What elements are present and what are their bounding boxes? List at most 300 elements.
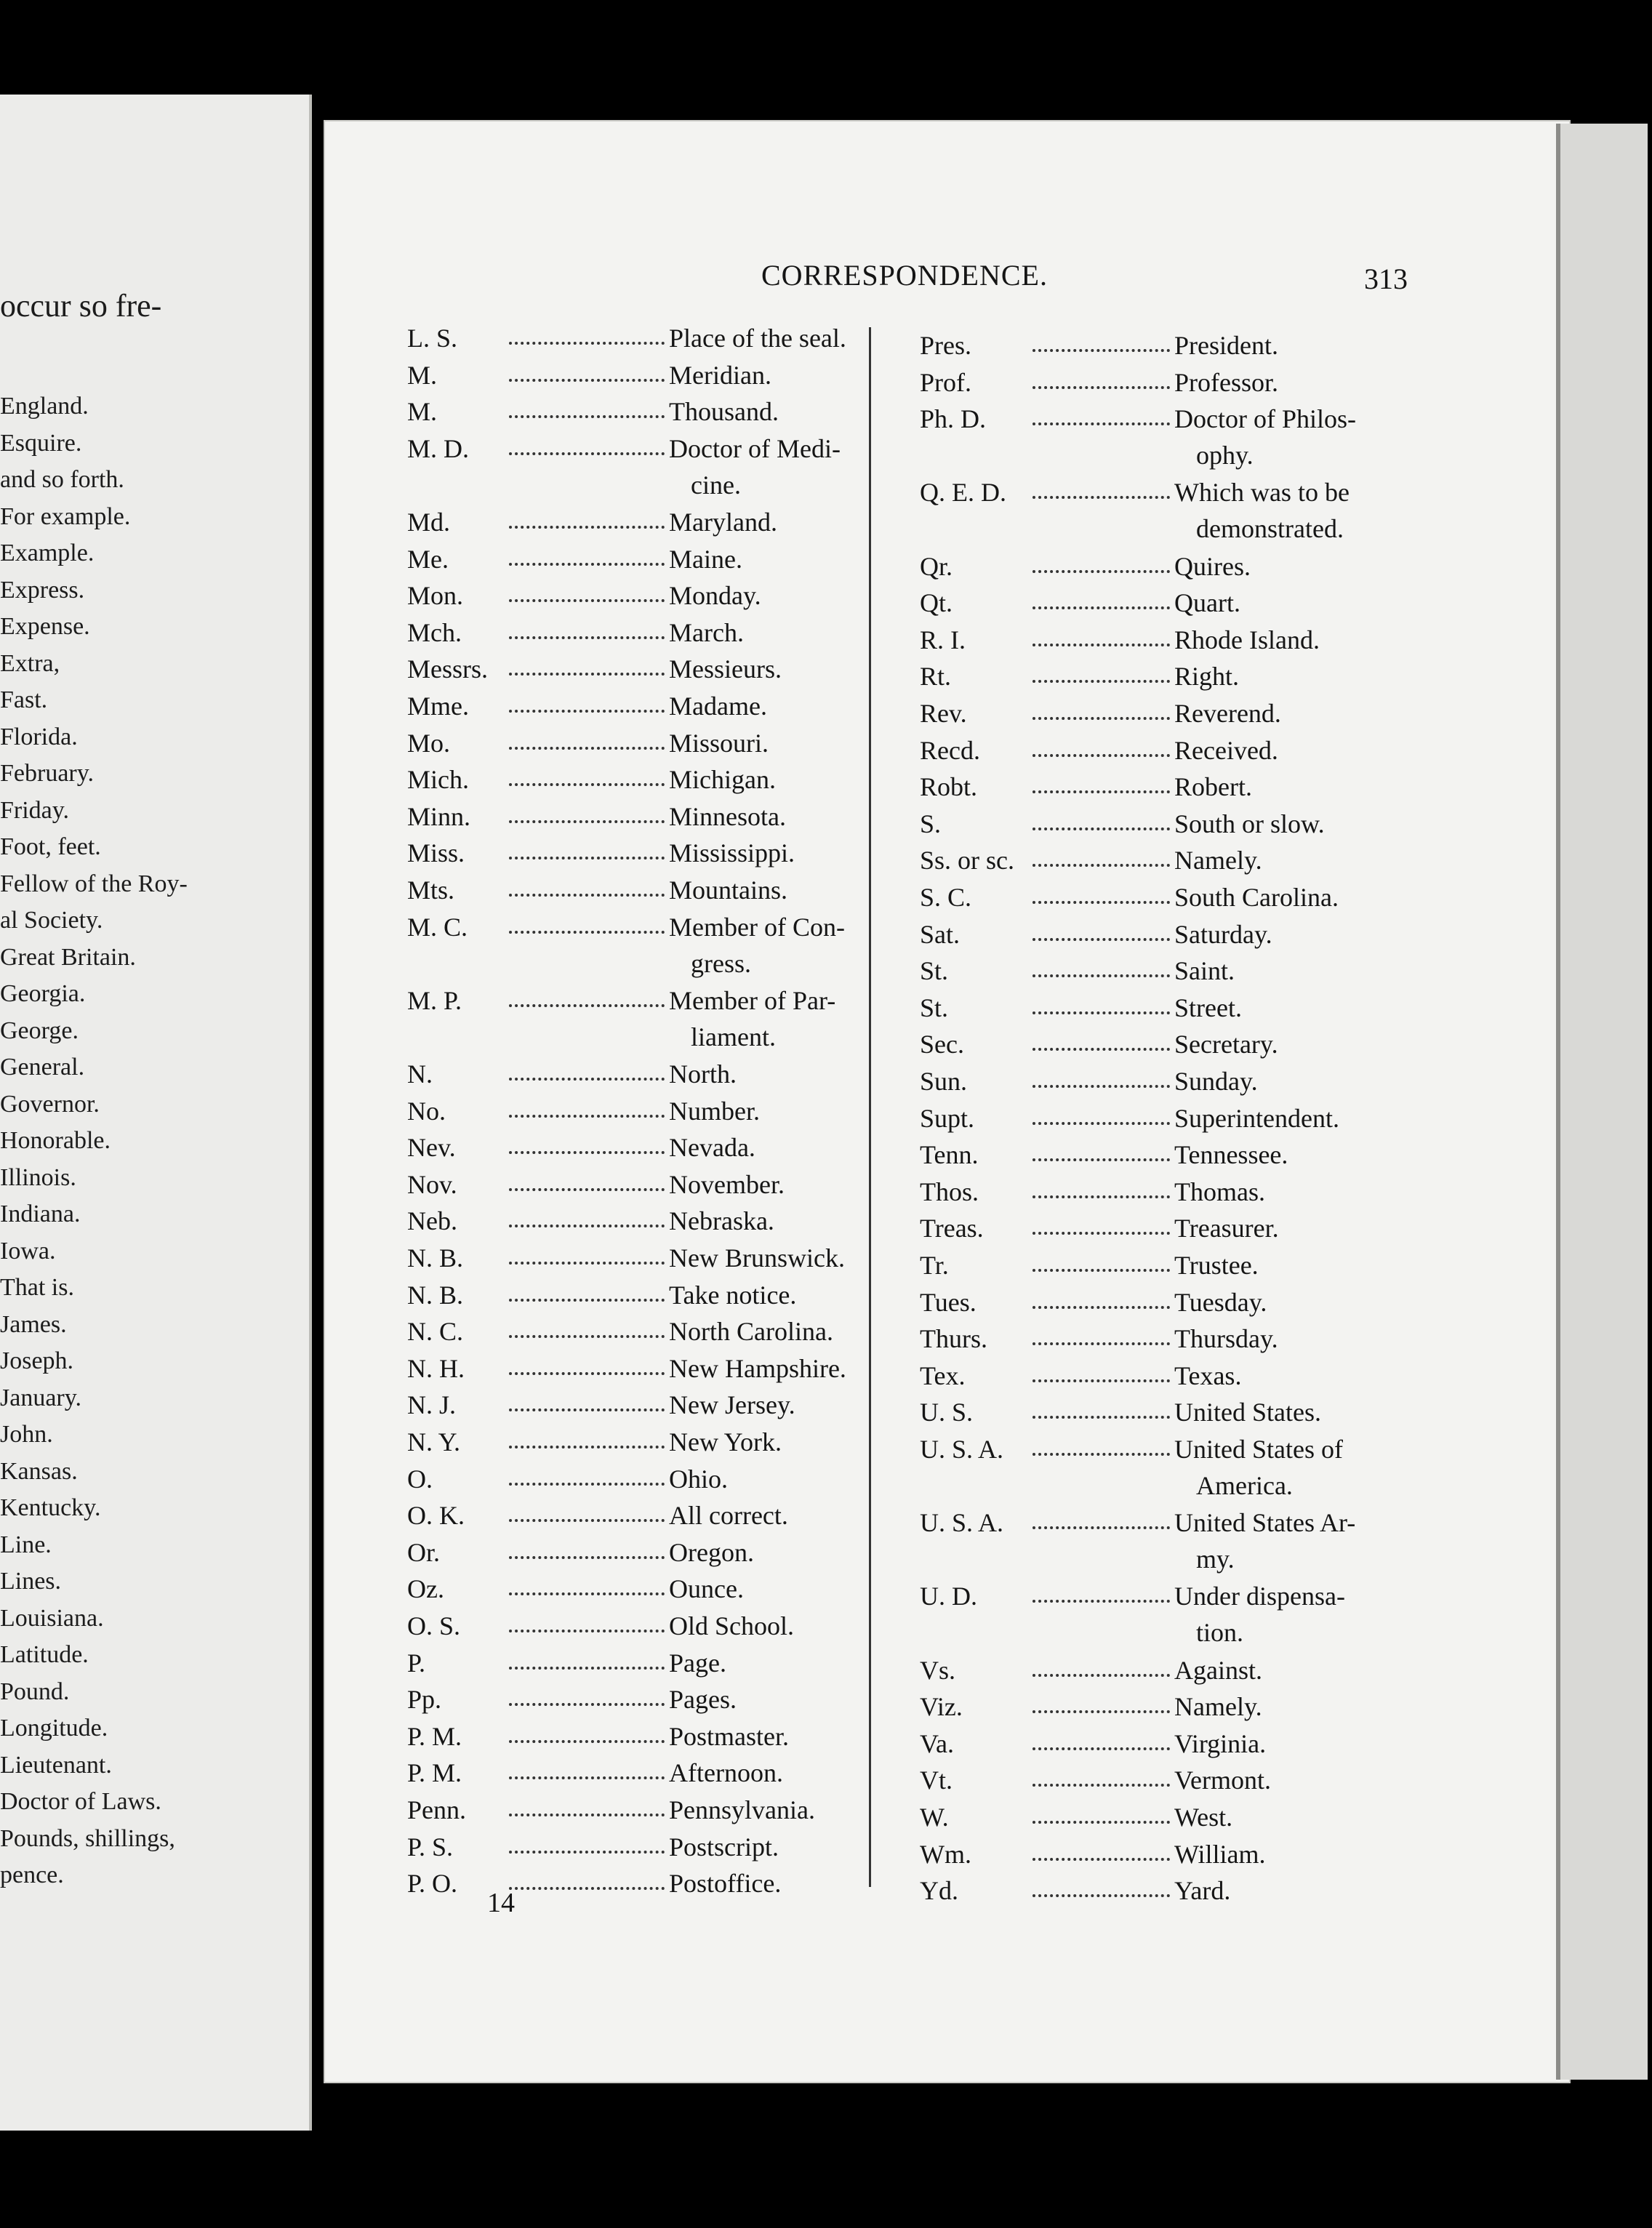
abbreviation-entry — [407, 1571, 902, 1608]
leader-dots — [509, 747, 665, 750]
abbreviation-meaning: Oregon. — [669, 1537, 754, 1567]
abbreviation-meaning: Thursday. — [1174, 1324, 1278, 1354]
leader-dots — [509, 1814, 665, 1816]
abbreviation-entry — [407, 1424, 902, 1461]
abbreviation-entry — [920, 1358, 1407, 1395]
leader-dots — [1032, 1674, 1170, 1677]
left-page-text-line: Fast. — [0, 686, 48, 713]
left-page-text-line: occur so fre- — [0, 288, 162, 324]
abbreviation: Sec. — [920, 1030, 964, 1059]
abbreviation-entry — [920, 1578, 1407, 1651]
abbreviation-meaning-continued: tion. — [1196, 1618, 1244, 1648]
abbreviation: Sun. — [920, 1067, 968, 1096]
abbreviation-entry — [920, 401, 1407, 474]
leader-dots — [509, 1078, 665, 1081]
abbreviation: Supt. — [920, 1103, 975, 1133]
abbreviation-entry — [920, 1726, 1407, 1763]
abbreviation: M. C. — [407, 912, 468, 942]
abbreviation: Mo. — [407, 728, 451, 758]
abbreviation-meaning: Doctor of Philos- — [1174, 404, 1356, 434]
abbreviation: M. — [407, 397, 438, 427]
leader-dots — [509, 415, 665, 418]
abbreviation-entry — [407, 1645, 902, 1682]
abbreviation-meaning: Yard. — [1174, 1876, 1231, 1906]
left-page-text-line: Governor. — [0, 1090, 100, 1118]
abbreviation-entry — [920, 1137, 1407, 1174]
abbreviation: Mch. — [407, 617, 462, 647]
leader-dots — [509, 452, 665, 455]
abbreviation: P. M. — [407, 1758, 462, 1788]
abbreviation-meaning: South or slow. — [1174, 809, 1325, 838]
abbreviation-meaning-continued: my. — [1196, 1544, 1235, 1574]
abbreviation-meaning: New York. — [669, 1427, 782, 1456]
abbreviation: N. — [407, 1059, 433, 1089]
page-number: 313 — [1364, 263, 1408, 295]
abbreviation-entry — [920, 1174, 1407, 1211]
abbreviation: Robt. — [920, 772, 978, 802]
abbreviation-entry — [407, 1350, 902, 1387]
leader-dots — [1032, 901, 1170, 904]
abbreviation-meaning: Missouri. — [669, 728, 769, 758]
leader-dots — [1032, 1122, 1170, 1125]
abbreviation-entry — [407, 1129, 902, 1166]
abbreviation: Penn. — [407, 1795, 466, 1824]
abbreviation-entry — [407, 1792, 902, 1829]
abbreviation-meaning-continued: demonstrated. — [1196, 514, 1344, 544]
left-page-text-line: England. — [0, 393, 89, 420]
left-page-text-line: George. — [0, 1017, 79, 1044]
left-page-text-line: pence. — [0, 1862, 64, 1888]
left-page-text-line: Friday. — [0, 796, 70, 824]
abbreviation-entry — [407, 1608, 902, 1645]
leader-dots — [1032, 1416, 1170, 1419]
abbreviation-meaning: United States. — [1174, 1398, 1321, 1427]
abbreviation-entry — [920, 1872, 1407, 1910]
abbreviation: Neb. — [407, 1206, 457, 1236]
abbreviation-entry — [407, 1313, 902, 1350]
abbreviation: U. D. — [920, 1582, 977, 1611]
left-page-text-line: James. — [0, 1310, 67, 1338]
leader-dots — [1032, 680, 1170, 683]
leader-dots — [509, 931, 665, 934]
abbreviation: Treas. — [920, 1214, 984, 1243]
abbreviation: Rev. — [920, 699, 967, 728]
leader-dots — [1032, 1710, 1170, 1713]
left-page-text-line: Lieutenant. — [0, 1751, 112, 1779]
leader-dots — [509, 1667, 665, 1670]
abbreviation: M. P. — [407, 985, 462, 1015]
abbreviation-entry — [920, 732, 1407, 769]
abbreviation: U. S. — [920, 1398, 974, 1427]
abbreviation-meaning: South Carolina. — [1174, 883, 1339, 912]
leader-dots — [509, 379, 665, 382]
leader-dots — [509, 1446, 665, 1448]
abbreviation-meaning: Nebraska. — [669, 1206, 774, 1236]
abbreviation-meaning: Old School. — [669, 1611, 795, 1640]
abbreviation: Prof. — [920, 367, 971, 397]
abbreviation: St. — [920, 956, 949, 986]
abbreviation: P. M. — [407, 1721, 462, 1751]
abbreviation-meaning: March. — [669, 617, 744, 647]
abbreviation: O. S. — [407, 1611, 461, 1640]
left-page-text-line: Honorable. — [0, 1127, 111, 1154]
abbreviation: Recd. — [920, 735, 980, 765]
left-page-text-line: and so forth. — [0, 466, 124, 493]
abbreviation-meaning: Page. — [669, 1648, 726, 1678]
abbreviation-entry — [407, 1755, 902, 1792]
leader-dots — [1032, 717, 1170, 720]
abbreviation-meaning: President. — [1174, 331, 1278, 360]
leader-dots — [1032, 1085, 1170, 1088]
abbreviation-entry — [920, 916, 1407, 953]
leader-dots — [1032, 938, 1170, 941]
abbreviation-meaning: Rhode Island. — [1174, 625, 1320, 654]
left-page-text-line: Fellow of the Roy- — [0, 870, 188, 897]
leader-dots — [1032, 790, 1170, 793]
left-page-text-line: Georgia. — [0, 980, 86, 1007]
left-page-text-line: Indiana. — [0, 1201, 81, 1227]
leader-dots — [509, 1887, 665, 1890]
abbreviation: N. C. — [407, 1317, 464, 1347]
abbreviation-meaning-continued: liament. — [691, 1022, 776, 1051]
abbreviation-entry — [920, 695, 1407, 732]
abbreviation: Q. E. D. — [920, 478, 1006, 508]
left-page-text-line: For example. — [0, 502, 131, 530]
abbreviation: Yd. — [920, 1876, 958, 1906]
abbreviation: Rt. — [920, 662, 952, 692]
page-edge-stack — [1556, 124, 1648, 2080]
leader-dots — [509, 1335, 665, 1338]
abbreviation: Tenn. — [920, 1140, 979, 1170]
abbreviation-meaning: William. — [1174, 1839, 1266, 1869]
left-page-text-line: Longitude. — [0, 1715, 108, 1742]
abbreviation-entry — [407, 1387, 902, 1424]
abbreviation-meaning: New Hampshire. — [669, 1353, 846, 1383]
left-page-fragment — [0, 95, 312, 2131]
abbreviation: S. C. — [920, 883, 972, 912]
abbreviation-meaning: Mountains. — [669, 875, 788, 905]
abbreviation: Qr. — [920, 551, 953, 581]
abbreviation-entry — [407, 651, 902, 688]
left-page-text-line: John. — [0, 1421, 53, 1448]
abbreviation-meaning: Minnesota. — [669, 801, 786, 831]
leader-dots — [1032, 1048, 1170, 1051]
leader-dots — [1032, 1894, 1170, 1897]
abbreviation-entry — [407, 1277, 902, 1314]
abbreviation-entry — [920, 658, 1407, 695]
left-page-text-line: Illinois. — [0, 1163, 76, 1191]
leader-dots — [509, 599, 665, 602]
abbreviation-meaning: Postscript. — [669, 1832, 779, 1862]
leader-dots — [509, 1262, 665, 1265]
abbreviation-entry — [407, 798, 902, 836]
abbreviation: Viz. — [920, 1692, 963, 1722]
abbreviation-entry — [407, 1461, 902, 1498]
abbreviation-meaning: Quires. — [1174, 551, 1251, 581]
left-page-text-line: Lines. — [0, 1568, 62, 1595]
leader-dots — [509, 1004, 665, 1007]
leader-dots — [1032, 1269, 1170, 1272]
abbreviation-meaning: Received. — [1174, 735, 1278, 765]
abbreviation-meaning: Saint. — [1174, 956, 1235, 986]
abbreviation-meaning: Which was to be — [1174, 478, 1350, 508]
abbreviation-entry — [407, 430, 902, 504]
abbreviation-meaning: New Jersey. — [669, 1390, 795, 1420]
abbreviation-entry — [407, 393, 902, 430]
abbreviation: Va. — [920, 1728, 954, 1758]
abbreviation-meaning: Professor. — [1174, 367, 1278, 397]
abbreviation-meaning: Member of Con- — [669, 912, 845, 942]
left-page-text-line: Joseph. — [0, 1347, 74, 1374]
abbreviation-meaning: Postmaster. — [669, 1721, 790, 1751]
leader-dots — [509, 1483, 665, 1486]
abbreviation-meaning: Vermont. — [1174, 1766, 1271, 1795]
abbreviation-entry — [407, 577, 902, 614]
abbreviation-meaning: Afternoon. — [669, 1758, 783, 1788]
abbreviation-meaning: West. — [1174, 1803, 1233, 1832]
leader-dots — [509, 636, 665, 639]
abbreviation: Mme. — [407, 692, 469, 721]
abbreviation: Messrs. — [407, 654, 489, 684]
abbreviation: U. S. A. — [920, 1435, 1004, 1464]
left-page-text-line: February. — [0, 760, 95, 787]
abbreviation: N. J. — [407, 1390, 457, 1420]
abbreviation: Pp. — [407, 1685, 442, 1715]
abbreviation-entry — [920, 1026, 1407, 1063]
abbreviation-meaning: Right. — [1174, 662, 1240, 692]
abbreviation-meaning: Number. — [669, 1096, 760, 1126]
abbreviation-entry — [920, 1321, 1407, 1358]
abbreviation-entry — [407, 982, 902, 1056]
abbreviation-meaning: Trustee. — [1174, 1251, 1259, 1280]
leader-dots — [509, 1592, 665, 1595]
abbreviation-entry — [407, 909, 902, 982]
leader-dots — [509, 783, 665, 786]
abbreviation-entry — [920, 585, 1407, 622]
leader-dots — [509, 820, 665, 823]
leader-dots — [1032, 1821, 1170, 1824]
abbreviation-entry — [920, 364, 1407, 401]
abbreviation-entry — [920, 806, 1407, 843]
abbreviation-meaning: Mississippi. — [669, 838, 795, 868]
abbreviation-meaning: November. — [669, 1169, 785, 1199]
abbreviation-meaning: Postoffice. — [669, 1869, 782, 1899]
abbreviation-meaning: Messieurs. — [669, 654, 782, 684]
abbreviation-meaning: Member of Par- — [669, 985, 836, 1015]
abbreviation: Thos. — [920, 1177, 979, 1206]
abbreviation-meaning: Thomas. — [1174, 1177, 1265, 1206]
left-page-text-line: General. — [0, 1054, 85, 1081]
abbreviation-entry — [407, 688, 902, 725]
abbreviation-entry — [920, 842, 1407, 879]
abbreviation-meaning: Monday. — [669, 581, 761, 611]
abbreviation: Or. — [407, 1537, 440, 1567]
leader-dots — [509, 1630, 665, 1632]
left-page-text-line: Pound. — [0, 1678, 70, 1705]
leader-dots — [1032, 1342, 1170, 1345]
left-page-text-line: Florida. — [0, 723, 78, 750]
abbreviation-meaning: Reverend. — [1174, 699, 1281, 728]
abbreviation-entry — [407, 1829, 902, 1866]
abbreviation: No. — [407, 1096, 446, 1126]
abbreviation-meaning: Tennessee. — [1174, 1140, 1288, 1170]
abbreviation-meaning: Pennsylvania. — [669, 1795, 815, 1824]
abbreviation-entry — [920, 1063, 1407, 1100]
abbreviation-entry — [920, 1836, 1407, 1873]
abbreviation-meaning: Ounce. — [669, 1574, 744, 1604]
leader-dots — [1032, 1011, 1170, 1014]
leader-dots — [1032, 1526, 1170, 1529]
abbreviation-meaning: Take notice. — [669, 1280, 797, 1310]
leader-dots — [509, 1188, 665, 1191]
abbreviation-meaning: Pages. — [669, 1685, 737, 1715]
left-page-text-line: Kentucky. — [0, 1494, 101, 1521]
abbreviation: Tues. — [920, 1287, 977, 1317]
abbreviation: Oz. — [407, 1574, 444, 1604]
abbreviation-meaning: Saturday. — [1174, 919, 1272, 949]
abbreviation: R. I. — [920, 625, 966, 654]
abbreviation-meaning-continued: America. — [1196, 1471, 1293, 1500]
abbreviation-entry — [407, 320, 902, 357]
leader-dots — [509, 342, 665, 345]
leader-dots — [509, 1115, 665, 1118]
abbreviation-meaning: Virginia. — [1174, 1728, 1267, 1758]
abbreviation: N. B. — [407, 1280, 464, 1310]
abbreviation-meaning: Doctor of Medi- — [669, 433, 841, 463]
abbreviation-meaning: Place of the seal. — [669, 324, 846, 353]
leader-dots — [1032, 386, 1170, 389]
left-page-text-line: Pounds, shillings, — [0, 1824, 175, 1852]
abbreviation-entry — [407, 872, 902, 909]
abbreviation-meaning: Tuesday. — [1174, 1287, 1267, 1317]
abbreviation: P. O. — [407, 1869, 458, 1899]
leader-dots — [509, 563, 665, 566]
left-page-text-line: Example. — [0, 540, 95, 566]
abbreviation-meaning: Michigan. — [669, 765, 776, 795]
leader-dots — [1032, 1379, 1170, 1382]
leader-dots — [1032, 570, 1170, 573]
leader-dots — [1032, 974, 1170, 977]
abbreviation-meaning: All correct. — [669, 1501, 788, 1531]
abbreviation-meaning: North. — [669, 1059, 737, 1089]
abbreviation: N. B. — [407, 1243, 464, 1273]
abbreviation: U. S. A. — [920, 1508, 1004, 1538]
abbreviation-meaning-continued: cine. — [691, 470, 741, 500]
abbreviation-meaning: United States Ar- — [1174, 1508, 1356, 1538]
leader-dots — [1032, 1232, 1170, 1235]
left-page-text-line: Great Britain. — [0, 943, 136, 971]
abbreviation: Mts. — [407, 875, 455, 905]
abbreviation-entry — [920, 1284, 1407, 1321]
abbreviation-meaning: Namely. — [1174, 1692, 1262, 1722]
abbreviation-entry — [407, 761, 902, 798]
abbreviation-entry — [920, 1688, 1407, 1726]
leader-dots — [1032, 1858, 1170, 1861]
leader-dots — [509, 1225, 665, 1227]
abbreviation-entry — [407, 1865, 902, 1902]
abbreviation: Minn. — [407, 801, 471, 831]
leader-dots — [509, 526, 665, 529]
abbreviation-entry — [920, 1652, 1407, 1689]
abbreviation-meaning: United States of — [1174, 1435, 1343, 1464]
abbreviation-entry — [920, 953, 1407, 990]
leader-dots — [509, 1299, 665, 1302]
abbreviation-entry — [407, 1203, 902, 1240]
left-page-text-line: Esquire. — [0, 429, 82, 457]
leader-dots — [1032, 1784, 1170, 1787]
leader-dots — [1032, 828, 1170, 830]
leader-dots — [509, 673, 665, 676]
signature-mark: 14 — [487, 1888, 515, 1918]
abbreviation: Nov. — [407, 1169, 457, 1199]
left-page-text-line: Iowa. — [0, 1237, 56, 1265]
abbreviation: Ss. or sc. — [920, 846, 1015, 875]
abbreviation-entry — [407, 357, 902, 394]
leader-dots — [509, 710, 665, 713]
abbreviation-meaning: Thousand. — [669, 397, 779, 427]
abbreviation: Wm. — [920, 1839, 971, 1869]
abbreviation-meaning: Nevada. — [669, 1133, 755, 1163]
abbreviation: O. — [407, 1464, 433, 1494]
leader-dots — [1032, 864, 1170, 867]
abbreviation: M. D. — [407, 433, 470, 463]
abbreviation: L. S. — [407, 324, 458, 353]
abbreviation: Ph. D. — [920, 404, 987, 434]
abbreviation-entry — [920, 1210, 1407, 1247]
abbreviation-entry — [407, 1718, 902, 1755]
leader-dots — [1032, 1747, 1170, 1750]
abbreviation: P. — [407, 1648, 426, 1678]
abbreviation: W. — [920, 1803, 949, 1832]
abbreviation-meaning: Sunday. — [1174, 1067, 1258, 1096]
abbreviation-entry — [920, 327, 1407, 364]
leader-dots — [509, 1556, 665, 1559]
leader-dots — [1032, 754, 1170, 757]
leader-dots — [509, 1519, 665, 1522]
abbreviation-meaning: Under dispensa- — [1174, 1582, 1345, 1611]
abbreviation: Miss. — [407, 838, 465, 868]
abbreviation-entry — [407, 1093, 902, 1130]
abbreviation-entry — [407, 1681, 902, 1718]
leader-dots — [1032, 1195, 1170, 1198]
leader-dots — [1032, 496, 1170, 499]
abbreviation: Vs. — [920, 1655, 956, 1685]
abbreviation: Nev. — [407, 1133, 456, 1163]
abbreviation-entry — [920, 1762, 1407, 1799]
abbreviation-entry — [407, 725, 902, 762]
leader-dots — [1032, 644, 1170, 646]
abbreviation-meaning: North Carolina. — [669, 1317, 833, 1347]
abbreviation-meaning: Maine. — [669, 544, 742, 574]
abbreviation: P. S. — [407, 1832, 454, 1862]
abbreviation: Thurs. — [920, 1324, 987, 1354]
abbreviation-meaning: New Brunswick. — [669, 1243, 845, 1273]
leader-dots — [509, 1372, 665, 1375]
abbreviation-meaning: Secretary. — [1174, 1030, 1278, 1059]
abbreviation-meaning: Quart. — [1174, 588, 1240, 618]
leader-dots — [1032, 1600, 1170, 1603]
abbreviation-entry — [920, 1247, 1407, 1284]
left-page-text-line: That is. — [0, 1274, 74, 1301]
leader-dots — [509, 1703, 665, 1706]
leader-dots — [1032, 422, 1170, 425]
abbreviation-meaning: Street. — [1174, 993, 1242, 1022]
left-page-text-line: Latitude. — [0, 1641, 89, 1668]
left-page-text-line: Doctor of Laws. — [0, 1788, 161, 1815]
abbreviation-entry — [407, 541, 902, 578]
abbreviation: O. K. — [407, 1501, 465, 1531]
left-page-text-line: Line. — [0, 1531, 52, 1558]
